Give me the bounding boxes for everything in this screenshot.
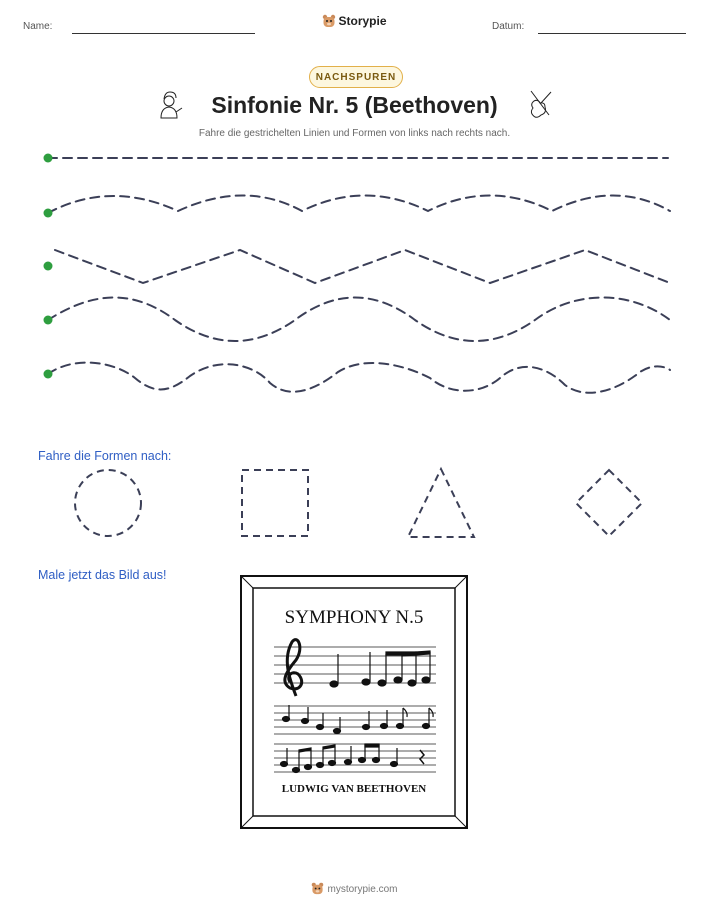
picture-caption: LUDWIG VAN BEETHOVEN bbox=[281, 783, 427, 795]
page-title: Sinfonie Nr. 5 (Beethoven) bbox=[211, 92, 498, 118]
footer bbox=[0, 882, 709, 898]
beethoven-icon bbox=[161, 92, 182, 118]
storypie-bear-icon bbox=[311, 882, 324, 898]
footer-url[interactable]: mystorypie.com bbox=[327, 884, 398, 895]
tracing-shape-diamond[interactable] bbox=[576, 470, 642, 536]
coloring-heading: Male jetzt das Bild aus! bbox=[38, 568, 167, 582]
date-label: Datum: bbox=[492, 21, 525, 32]
instructions: Fahre die gestrichelten Linien und Formen von links nach rechts nach. bbox=[198, 128, 511, 139]
start-dot-4 bbox=[44, 316, 53, 325]
violin-icon bbox=[531, 91, 551, 117]
tracing-shape-triangle[interactable] bbox=[408, 469, 474, 537]
tracing-line-wave[interactable] bbox=[48, 298, 670, 342]
brand-name: Storypie bbox=[338, 14, 387, 28]
treble-clef-icon bbox=[285, 640, 302, 696]
picture-title: SYMPHONY N.5 bbox=[284, 607, 424, 628]
tracing-line-tight-wave[interactable] bbox=[48, 363, 670, 393]
shapes-heading: Fahre die Formen nach: bbox=[38, 449, 172, 463]
start-dot-2 bbox=[44, 209, 53, 218]
name-label: Name: bbox=[23, 21, 53, 32]
tracing-line-zigzag[interactable] bbox=[55, 250, 670, 283]
music-notes bbox=[281, 651, 434, 773]
start-dot-5 bbox=[44, 370, 53, 379]
start-dot-1 bbox=[44, 154, 53, 163]
music-staves bbox=[274, 647, 436, 772]
start-dot-3 bbox=[44, 262, 53, 271]
tracing-line-gentle-wave[interactable] bbox=[48, 196, 670, 214]
tracing-shape-square[interactable] bbox=[242, 470, 308, 536]
tracing-shape-circle[interactable] bbox=[75, 470, 141, 536]
worksheet-type-badge: NACHSPUREN bbox=[309, 66, 403, 88]
